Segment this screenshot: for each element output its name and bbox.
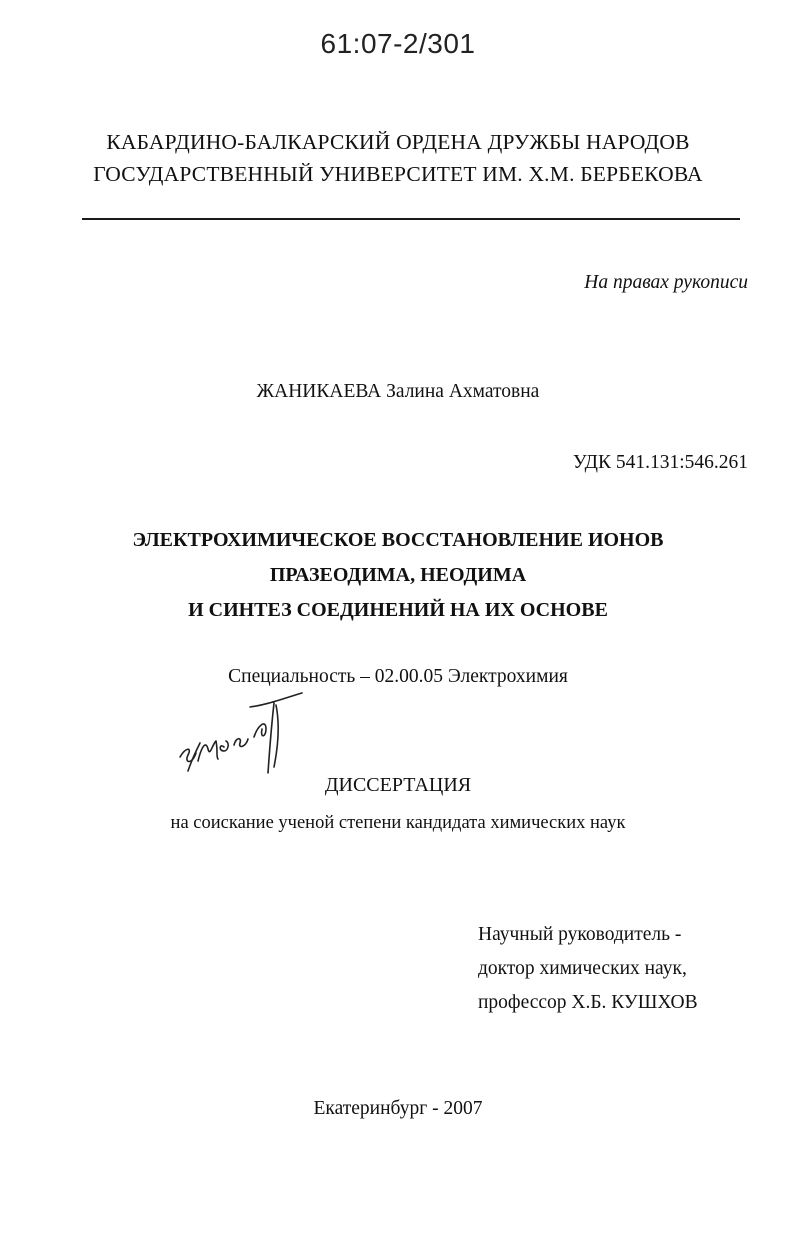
supervisor-line-1: Научный руководитель - bbox=[478, 924, 682, 945]
dissertation-title bbox=[0, 523, 796, 628]
header-divider bbox=[82, 218, 740, 220]
supervisor-block bbox=[478, 918, 698, 1020]
university-line-2: ГОСУДАРСТВЕННЫЙ УНИВЕРСИТЕТ ИМ. Х.М. БЕРБЕКОВА bbox=[93, 162, 703, 186]
title-line-1: ЭЛЕКТРОХИМИЧЕСКОЕ ВОССТАНОВЛЕНИЕ ИОНОВ bbox=[132, 529, 664, 551]
handwritten-signature bbox=[170, 685, 330, 785]
supervisor-line-3: профессор Х.Б. КУШХОВ bbox=[478, 992, 698, 1013]
catalog-number: 61:07-2/301 bbox=[320, 28, 476, 59]
university-name bbox=[0, 126, 796, 190]
author-name: ЖАНИКАЕВА Залина Ахматовна bbox=[256, 381, 540, 402]
title-line-3: И СИНТЕЗ СОЕДИНЕНИЙ НА ИХ ОСНОВЕ bbox=[188, 599, 608, 621]
manuscript-rights-note: На правах рукописи bbox=[584, 272, 748, 293]
dissertation-subtitle: на соискание ученой степени кандидата химических наук bbox=[170, 813, 626, 833]
city-year: Екатеринбург - 2007 bbox=[313, 1098, 483, 1119]
university-line-1: КАБАРДИНО-БАЛКАРСКИЙ ОРДЕНА ДРУЖБЫ НАРОДОВ bbox=[106, 130, 690, 154]
supervisor-line-2: доктор химических наук, bbox=[478, 958, 687, 979]
title-line-2: ПРАЗЕОДИМА, НЕОДИМА bbox=[269, 564, 527, 586]
udk-code: УДК 541.131:546.261 bbox=[572, 452, 748, 473]
specialty: Специальность – 02.00.05 Электрохимия bbox=[228, 666, 568, 687]
dissertation-heading: ДИССЕРТАЦИЯ bbox=[324, 774, 472, 796]
